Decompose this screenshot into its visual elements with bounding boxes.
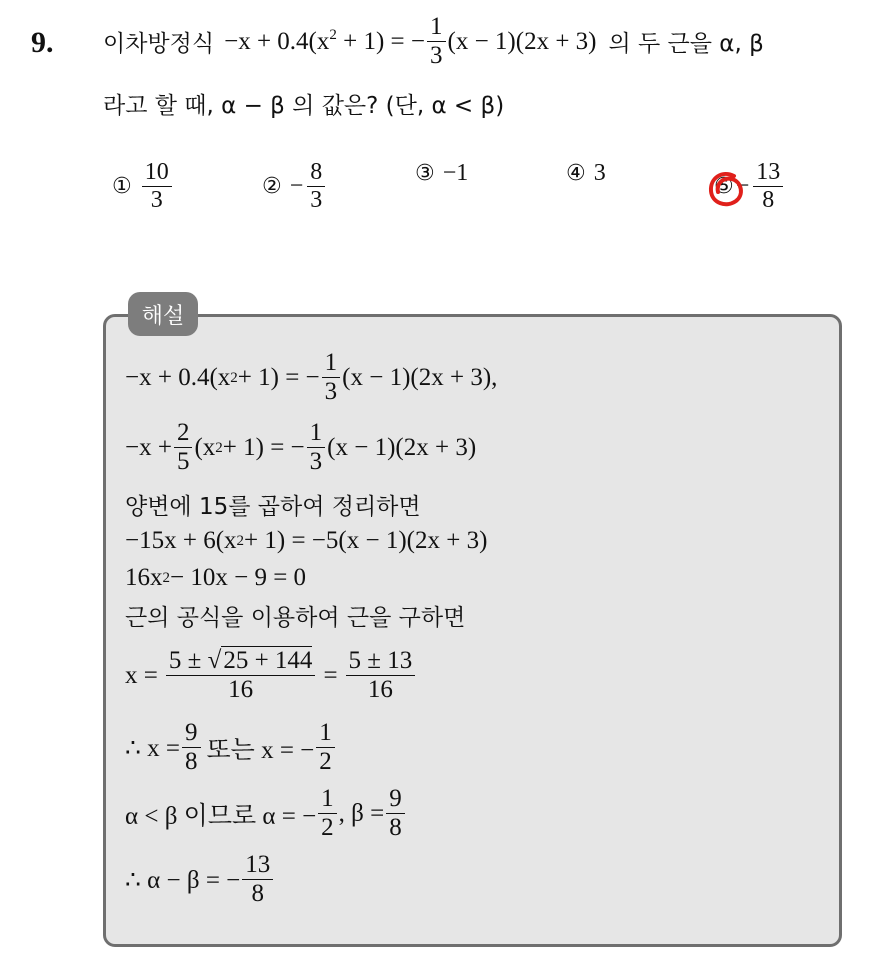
answer-circle-mark [704,168,748,212]
problem-suffix: 의 두 근을 α, β [608,31,764,58]
choice-1[interactable]: ① $\frac{10}{3}$ [112,160,174,213]
solution-line-2: −x + $\frac{2}{5}$ (x 2 + 1) = − $\frac{1}{3}$ (x − 1)(2x + 3) [125,419,477,476]
solution-line-7: x = $\frac{5 \pm √25 + 144}{16}$ = $\frac{5 \pm 13}{16}$ [125,648,417,704]
solution-tag: 해설 [128,292,198,336]
choice-4[interactable]: ④ 3 [566,160,606,186]
solution-line-10: ∴ α − β = − $\frac{13}{8}$ [125,852,275,908]
solution-line-4: −15x + 6(x 2 + 1) = −5(x − 1)(2x + 3) [125,527,488,554]
problem-number: 9. [31,26,54,59]
choice-3[interactable]: ③ −1 [415,160,469,186]
problem-line-2: 라고 할 때, α − β 의 값은? (단, α < β) [103,93,505,119]
solution-line-8: ∴ x = $\frac{9}{8}$ 또는 x = − $\frac{1}{2}$ [125,720,337,776]
solution-line-5: 16x 2 − 10x − 9 = 0 [125,564,307,591]
problem-line-1 [103,14,764,70]
problem-prefix: 이차방정식 [103,31,215,58]
solution-line-1: −x + 0.4(x 2 + 1) = − $\frac{1}{3}$ (x − 1)(2x + 3), [125,349,498,406]
choice-2[interactable]: ② − $\frac{8}{3}$ [262,160,327,213]
problem-lhs: $-x + 0.4(x^2 + 1)$ = − [224,26,425,55]
solution-line-3: 양변에 15를 곱하여 정리하면 [125,494,421,520]
solution-line-9: α < β 이므로 α = − $\frac{1}{2}$ , β = $\frac{9}{8}$ [125,786,407,842]
choice-5[interactable]: ⑤ − $\frac{13}{8}$ [714,160,785,213]
solution-line-6: 근의 공식을 이용하여 근을 구하면 [125,605,466,631]
problem-rhs: (x − 1)(2x + 3) [447,27,597,55]
problem-fraction: $\frac{1}{3}$ [427,14,446,70]
